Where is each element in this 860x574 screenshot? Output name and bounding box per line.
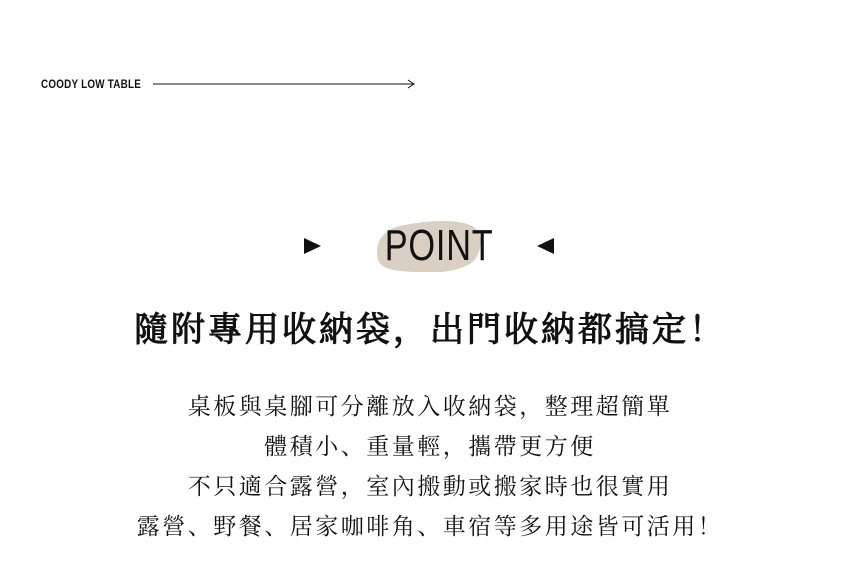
body-line: 不只適合露營，室內搬動或搬家時也很實用 xyxy=(187,474,673,500)
product-tag-label: COODY LOW TABLE xyxy=(41,77,142,91)
point-title: POINT xyxy=(384,221,494,270)
triangle-right-icon xyxy=(304,238,321,254)
body-line: 體積小、重量輕，攜帶更方便 xyxy=(264,434,596,460)
body-line: 桌板與桌腳可分離放入收納袋，整理超簡單 xyxy=(187,394,673,420)
arrow-right-icon xyxy=(153,78,417,90)
triangle-left-icon xyxy=(537,238,554,254)
body-text xyxy=(0,387,860,547)
product-tag xyxy=(41,77,417,91)
body-line: 露營、野餐、居家咖啡角、車宿等多用途皆可活用！ xyxy=(136,514,724,540)
point-section xyxy=(0,216,860,276)
headline: 隨附專用收納袋，出門收納都搞定！ xyxy=(134,310,726,350)
